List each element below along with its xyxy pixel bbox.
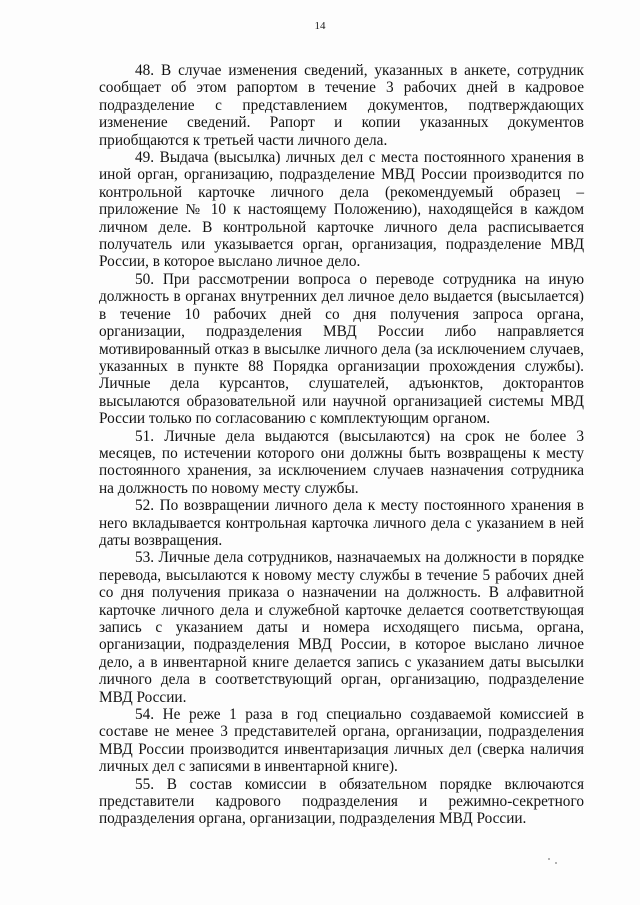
paragraph-50: 50. При рассмотрении вопроса о переводе сотрудника на иную должность в органах внутренних дел личное дело выдается (высылается) в течение 10 рабочих дней со дня получения запроса органа, организации, подразделения МВД России либо направляется мотивированный отказ в высылке личного дела (за исключением случаев, указанных в пункте 88 Порядка организации прохождения службы). Личные дела курсантов, слушателей, адъюнктов, докторантов высылаются образовательной или научной организацией системы МВД России только по согласованию с комплектующим органом.	[99, 270, 584, 428]
paragraph-53: 53. Личные дела сотрудников, назначаемых на должности в порядке перевода, высылаются к новому месту службы в течение 5 рабочих дней со дня получения приказа о назначении на должность. В алфавитной карточке личного дела и служебной карточке делается соответствующая запись с указанием даты и номера исходящего письма, органа, организации, подразделения МВД России, в которое выслано личное дело, а в инвентарной книге делается запись с указанием даты высылки личного дела в соответствующий орган, организацию, подразделение МВД России.	[99, 549, 584, 706]
scan-speck	[555, 862, 557, 864]
scan-speck	[548, 858, 550, 860]
page-number: 14	[314, 20, 326, 32]
document-body	[99, 62, 584, 828]
paragraph-52: 52. По возвращении личного дела к месту постоянного хранения в него вкладывается контрольная карточка личного дела с указанием в ней даты возвращения.	[99, 497, 584, 549]
paragraph-55: 55. В состав комиссии в обязательном порядке включаются представители кадрового подразделения и режимно-секретного подразделения органа, организации, подразделения МВД России.	[99, 775, 584, 828]
paragraph-49: 49. Выдача (высылка) личных дел с места постоянного хранения в иной орган, организацию, подразделение МВД России производится по контрольной карточке личного дела (рекомендуемый образец – приложение № 10 к настоящему Положению), находящейся в каждом личном деле. В контрольной карточке личного дела расписывается получатель или указывается орган, организация, подразделение МВД России, в которое выслано личное дело.	[99, 149, 584, 271]
paragraph-48: 48. В случае изменения сведений, указанных в анкете, сотрудник сообщает об этом рапортом в течение 3 рабочих дней в кадровое подразделение с представлением документов, подтверждающих изменение сведений. Рапорт и копии указанных документов приобщаются к третьей части личного дела.	[99, 62, 584, 149]
paragraph-51: 51. Личные дела выдаются (высылаются) на срок не более 3 месяцев, по истечении которого они должны быть возвращены к месту постоянного хранения, за исключением случаев назначения сотрудника на должность по новому месту службы.	[99, 427, 584, 497]
paragraph-54: 54. Не реже 1 раза в год специально создаваемой комиссией в составе не менее 3 представителей органа, организации, подразделения МВД России производится инвентаризация личных дел (сверка наличия личных дел с записями в инвентарной книге).	[99, 706, 584, 776]
